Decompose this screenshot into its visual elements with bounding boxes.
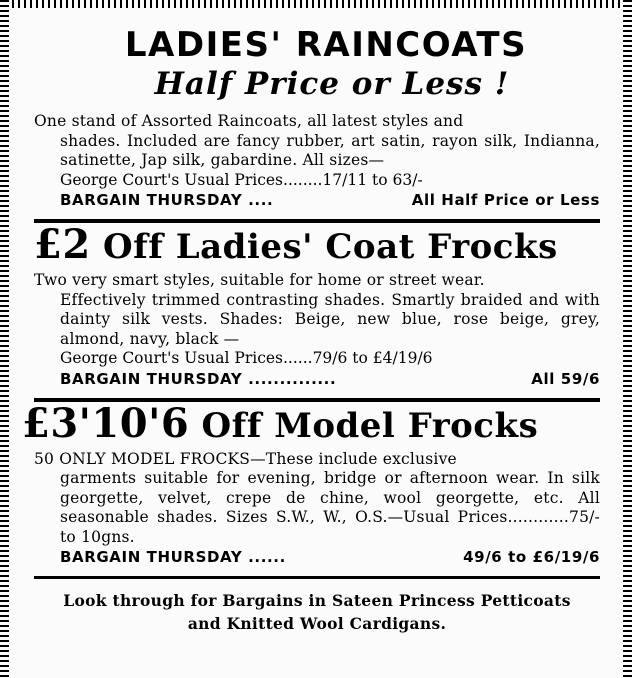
right-border	[620, 0, 632, 678]
coat-frocks-bargain-value: All 59/6	[531, 369, 600, 388]
model-frocks-bargain-label: BARGAIN THURSDAY ......	[60, 548, 286, 566]
model-frocks-description	[34, 450, 600, 548]
footer-note	[34, 589, 600, 635]
top-border	[0, 0, 632, 8]
model-frocks-heading-text: Off Model Frocks	[189, 405, 539, 446]
coat-frocks-description-first: Two very smart styles, suitable for home or street wear.	[34, 271, 485, 289]
raincoats-usual-prices: George Court's Usual Prices........17/11 to 63/-	[60, 170, 423, 189]
model-frocks-description-rest: garments suitable for evening, bridge or afternoon wear. In silk georgette, velvet, crepe de chine, wool georgette, etc. All seasonable shades. Sizes S.W., W., O.S.—Usual Prices............75/- to 10gns.	[60, 469, 600, 546]
coat-frocks-heading-text: Off Ladies' Coat Frocks	[90, 227, 558, 267]
coat-frocks-bargain-label: BARGAIN THURSDAY ..............	[60, 369, 337, 388]
coat-frocks-heading	[34, 223, 600, 269]
model-frocks-heading	[22, 399, 600, 448]
model-frocks-bargain	[34, 547, 600, 568]
coat-frocks-discount: £2	[34, 221, 91, 268]
model-frocks-description-first: 50 ONLY MODEL FROCKS—These include exclusive	[34, 449, 457, 468]
raincoats-bargain-value: All Half Price or Less	[411, 191, 600, 209]
raincoats-description	[34, 112, 600, 171]
footer-line-1: Look through for Bargains in Sateen Princess Petticoats	[63, 591, 571, 610]
raincoats-subtitle: Half Price or Less !	[154, 66, 510, 102]
raincoats-title: LADIES' RAINCOATS	[124, 25, 528, 65]
raincoats-bargain-label: BARGAIN THURSDAY ....	[60, 191, 274, 209]
coat-frocks-description-rest: Effectively trimmed contrasting shades. Smartly braided and with dainty silk vests. Shades: Beige, new blue, rose beige, grey, almond, navy, black —	[60, 290, 600, 348]
coat-frocks-description	[34, 271, 600, 349]
model-frocks-discount: £3'10'6	[22, 399, 190, 447]
model-frocks-bargain-value: 49/6 to £6/19/6	[463, 548, 600, 566]
ad-content	[22, 10, 600, 635]
raincoats-description-rest: shades. Included are fancy rubber, art satin, rayon silk, Indianna, satinette, Jap silk, gabardine. All sizes—	[60, 131, 600, 169]
coat-frocks-usual-prices: George Court's Usual Prices......79/6 to £4/19/6	[60, 349, 433, 367]
divider-3	[34, 576, 600, 579]
raincoats-bargain	[34, 190, 600, 211]
raincoats-description-first: One stand of Assorted Raincoats, all latest styles and	[34, 112, 464, 130]
coat-frocks-bargain	[34, 369, 600, 390]
footer-line-2: and Knitted Wool Cardigans.	[187, 614, 447, 633]
left-border	[0, 0, 12, 678]
